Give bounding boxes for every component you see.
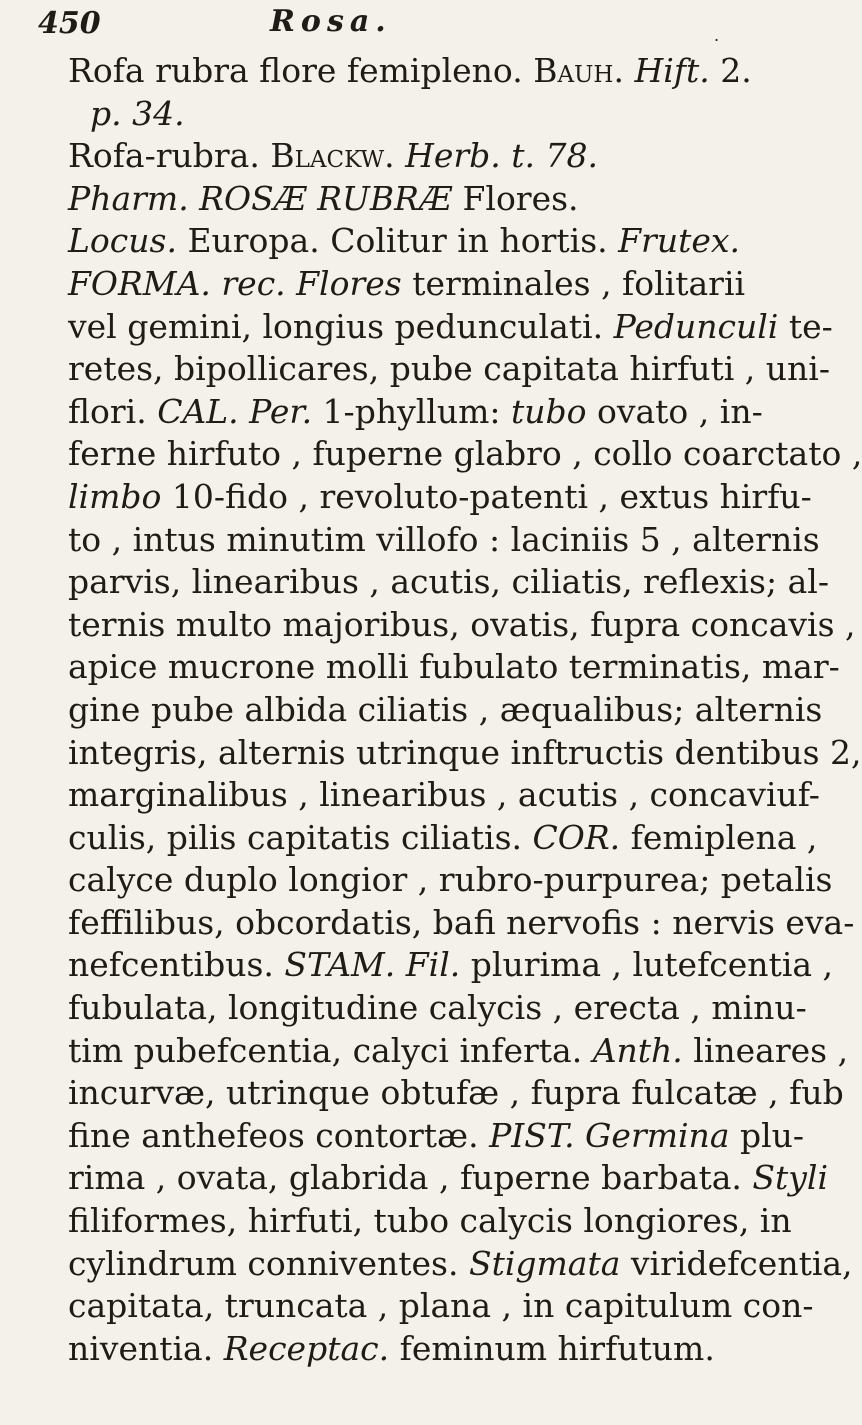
text-segment: lineares , bbox=[682, 1030, 849, 1070]
text-segment: p. 34. bbox=[90, 93, 185, 133]
text-segment: Herb. t. 78. bbox=[405, 136, 598, 176]
text-segment: Stigmata bbox=[468, 1243, 621, 1283]
text-segment: Locus. bbox=[68, 221, 177, 261]
text-segment: Anth. bbox=[592, 1030, 683, 1070]
text-segment: Europa. Colitur in hortis. bbox=[176, 221, 619, 261]
text-line bbox=[68, 604, 856, 647]
text-segment: capitata, truncata , plana , in capitulum con- bbox=[68, 1286, 814, 1326]
text-line bbox=[68, 391, 782, 434]
text-segment: flori. bbox=[68, 391, 158, 431]
text-segment: terminales , folitarii bbox=[401, 263, 746, 303]
text-line bbox=[68, 1328, 782, 1371]
text-segment: niventia. bbox=[68, 1328, 224, 1368]
text-segment: PIST. Germina bbox=[489, 1115, 730, 1155]
text-segment: filiformes, hirfuti, tubo calycis longiores, in bbox=[68, 1201, 792, 1241]
text-line bbox=[68, 689, 823, 732]
text-segment: Styli bbox=[752, 1158, 829, 1198]
text-segment: Blackw. bbox=[270, 136, 395, 176]
text-segment: fine anthefeos contortæ. bbox=[68, 1115, 490, 1155]
text-segment bbox=[624, 51, 635, 90]
text-segment: 2. bbox=[709, 51, 752, 90]
text-segment: to , intus minutim villofo : laciniis 5 , alternis bbox=[68, 519, 820, 559]
text-line bbox=[68, 1072, 844, 1115]
text-segment: Flores. bbox=[452, 178, 579, 218]
page-number: 450 bbox=[38, 6, 101, 41]
text-segment: plu- bbox=[729, 1115, 805, 1155]
text-segment: integris, alternis utrinque inftructis dentibus 2, bbox=[68, 732, 862, 772]
text-segment: Rofa rubra flore femipleno. bbox=[68, 51, 534, 90]
text-segment: Hift. bbox=[634, 51, 710, 90]
running-head: Rosa. bbox=[270, 4, 392, 39]
text-segment: Frutex. bbox=[618, 221, 740, 261]
text-segment: calyce duplo longior , rubro-purpurea; petalis bbox=[68, 860, 833, 900]
text-line bbox=[68, 178, 782, 221]
text-segment: Pharm. ROSÆ RUBRÆ bbox=[68, 178, 452, 218]
text-segment: Rofa-rubra. bbox=[68, 136, 271, 176]
text-line bbox=[68, 1285, 814, 1328]
text-line bbox=[68, 348, 830, 391]
text-segment: CAL. Per. bbox=[157, 391, 313, 431]
text-segment: STAM. Fil. bbox=[284, 945, 461, 985]
text-segment: ovato , in- bbox=[586, 391, 763, 431]
text-segment: gine pube albida ciliatis , æqualibus; alternis bbox=[68, 689, 823, 729]
text-segment: ferne hirfuto , fuperne glabro , collo coarctato , bbox=[68, 434, 862, 474]
text-segment: FORMA. rec. Flores bbox=[68, 263, 402, 303]
text-line bbox=[68, 519, 820, 562]
text-segment: Bauh. bbox=[533, 51, 624, 90]
text-segment: te- bbox=[778, 306, 833, 346]
text-line bbox=[68, 774, 820, 817]
text-line bbox=[68, 1243, 853, 1286]
text-segment: fubulata, longitudine calycis , erecta , minu- bbox=[68, 988, 807, 1028]
text-line bbox=[68, 859, 833, 902]
text-segment: tubo bbox=[510, 391, 587, 431]
text-segment: cylindrum conniventes. bbox=[68, 1243, 469, 1283]
text-segment: Receptac. bbox=[223, 1328, 390, 1368]
text-line bbox=[68, 433, 862, 476]
text-line bbox=[68, 902, 855, 945]
text-line bbox=[68, 93, 782, 136]
text-segment bbox=[395, 136, 406, 175]
text-line bbox=[68, 135, 782, 178]
text-line bbox=[68, 476, 812, 519]
text-segment: apice mucrone molli fubulato terminatis, mar- bbox=[68, 647, 840, 687]
text-segment: retes, bipollicares, pube capitata hirfuti , uni- bbox=[68, 349, 830, 389]
text-line bbox=[68, 50, 782, 93]
text-body bbox=[68, 50, 862, 1370]
text-segment: femiplena , bbox=[620, 817, 818, 857]
text-line bbox=[68, 732, 862, 775]
text-line bbox=[68, 987, 807, 1030]
text-segment: rima , ovata, glabrida , fuperne barbata. bbox=[68, 1158, 753, 1198]
text-line bbox=[68, 306, 833, 349]
text-segment: COR. bbox=[532, 817, 621, 857]
text-line bbox=[68, 1115, 805, 1158]
text-segment: vel gemini, longius pedunculati. bbox=[68, 306, 614, 346]
text-line bbox=[68, 561, 829, 604]
text-segment: ternis multo majoribus, ovatis, fupra concavis , bbox=[68, 604, 856, 644]
text-line bbox=[68, 646, 840, 689]
page-header bbox=[38, 4, 778, 48]
text-segment: Pedunculi bbox=[613, 306, 779, 346]
text-line bbox=[68, 263, 782, 306]
header-mark: . bbox=[714, 26, 720, 45]
text-segment: nefcentibus. bbox=[68, 945, 285, 985]
text-segment: culis, pilis capitatis ciliatis. bbox=[68, 817, 533, 857]
text-segment: marginalibus , linearibus , acutis , concaviuf- bbox=[68, 775, 820, 815]
text-segment: limbo bbox=[68, 476, 162, 516]
text-segment: feffilibus, obcordatis, bafi nervofis : nervis eva- bbox=[68, 902, 855, 942]
text-segment: 10-fido , revoluto-patenti , extus hirfu- bbox=[161, 476, 812, 516]
text-segment: feminum hirfutum. bbox=[389, 1328, 715, 1368]
text-line bbox=[68, 1200, 792, 1243]
text-line bbox=[68, 944, 834, 987]
text-segment: parvis, linearibus , acutis, ciliatis, reflexis; al- bbox=[68, 562, 829, 602]
text-segment: tim pubefcentia, calyci inferta. bbox=[68, 1030, 593, 1070]
text-line bbox=[68, 1030, 849, 1073]
text-segment: incurvæ, utrinque obtufæ , fupra fulcatæ , fub bbox=[68, 1073, 844, 1113]
text-line bbox=[68, 1157, 829, 1200]
text-line bbox=[68, 220, 782, 263]
text-line bbox=[68, 817, 818, 860]
text-segment: viridefcentia, bbox=[620, 1243, 853, 1283]
text-segment: plurima , lutefcentia , bbox=[460, 945, 834, 985]
text-segment: 1-phyllum: bbox=[312, 391, 511, 431]
